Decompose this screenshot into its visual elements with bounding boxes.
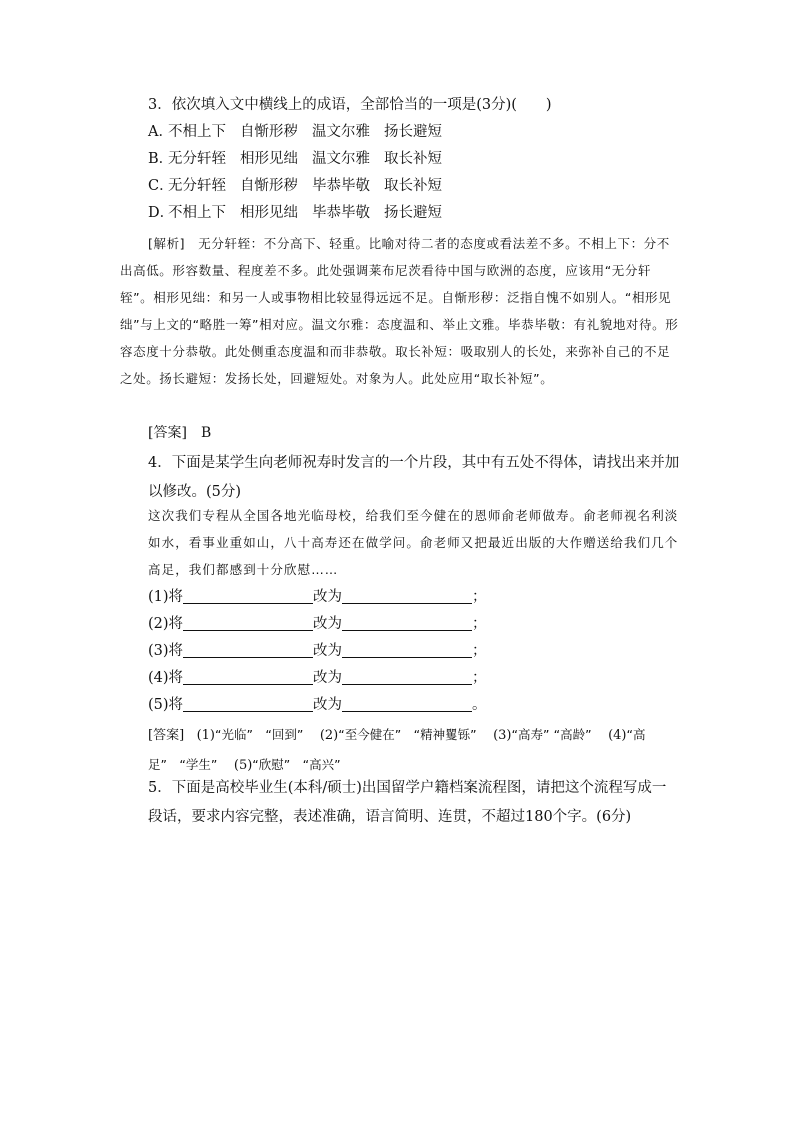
fill-blank-to[interactable] xyxy=(342,668,472,685)
answer-to: “高兴” xyxy=(302,757,341,772)
fill-end: ； xyxy=(472,589,487,605)
option-word: 取长补短 xyxy=(384,178,442,194)
fill-blank-from[interactable] xyxy=(183,668,313,685)
fill-end: 。 xyxy=(472,697,487,713)
option-word: 取长补短 xyxy=(384,151,442,167)
answer-from: “高寿” xyxy=(511,727,550,742)
fill-mid: 改为 xyxy=(313,643,343,659)
answer-from: “高足” xyxy=(148,727,646,772)
question-4-answer xyxy=(120,720,680,780)
answer-to: “学生” xyxy=(179,757,218,772)
fill-end: ； xyxy=(472,670,487,686)
answer-num: (3) xyxy=(493,728,512,743)
option-word: 扬长避短 xyxy=(384,205,442,221)
fill-num: (2)将 xyxy=(148,616,184,632)
fill-blank-from[interactable] xyxy=(183,695,313,712)
fill-mid: 改为 xyxy=(313,616,343,632)
analysis-tag: [解析] xyxy=(148,236,186,251)
question-3-analysis xyxy=(120,230,680,392)
fill-line-5 xyxy=(148,692,487,719)
answer-value: B xyxy=(200,425,212,441)
answer-tag: [答案] xyxy=(148,728,185,743)
fill-end: ； xyxy=(472,616,487,632)
question-4-title-text: 4．下面是某学生向老师祝寿时发言的一个片段，其中有五处不得体，请找出来并加以修改。(5分) xyxy=(148,455,680,500)
option-word: 扬长避短 xyxy=(384,124,442,140)
fill-line-1 xyxy=(148,584,487,611)
option-word: 不相上下 xyxy=(168,124,226,140)
fill-num: (1)将 xyxy=(148,589,184,605)
question-4-passage xyxy=(120,502,680,583)
fill-mid: 改为 xyxy=(313,670,343,686)
answer-from: “至今健在” xyxy=(338,727,402,742)
answer-from: “欣慰” xyxy=(252,757,291,772)
option-word: 温文尔雅 xyxy=(312,151,370,167)
passage-text: 这次我们专程从全国各地光临母校，给我们至今健在的恩师俞老师做寿。俞老师视名利淡如水，看事业重如山，八十高寿还在做学问。俞老师又把最近出版的大作赠送给我们几个高足，我们都感到十分欣慰…… xyxy=(148,508,679,577)
option-a[interactable] xyxy=(148,119,456,146)
fill-blank-to[interactable] xyxy=(342,587,472,604)
option-label: A． xyxy=(148,124,173,140)
fill-blank-from[interactable] xyxy=(183,587,313,604)
answer-tag: [答案] xyxy=(148,425,187,441)
question-3-answer xyxy=(148,420,211,447)
question-4-title xyxy=(120,449,680,507)
option-c[interactable] xyxy=(148,173,456,200)
option-word: 毕恭毕敬 xyxy=(312,205,370,221)
fill-num: (4)将 xyxy=(148,670,184,686)
option-word: 相形见绌 xyxy=(240,151,298,167)
option-word: 无分轩轾 xyxy=(168,151,226,167)
fill-blank-to[interactable] xyxy=(342,695,472,712)
answer-num: (4) xyxy=(608,728,627,743)
option-word: 无分轩轾 xyxy=(168,178,226,194)
option-d[interactable] xyxy=(148,200,456,227)
fill-mid: 改为 xyxy=(313,697,343,713)
option-word: 不相上下 xyxy=(168,205,226,221)
fill-line-4 xyxy=(148,665,487,692)
fill-blank-to[interactable] xyxy=(342,614,472,631)
option-label: C． xyxy=(148,178,174,194)
option-word: 温文尔雅 xyxy=(312,124,370,140)
option-b[interactable] xyxy=(148,146,456,173)
question-3-title: 3．依次填入文中横线上的成语，全部恰当的一项是(3分)( ) xyxy=(148,97,552,113)
answer-4-line xyxy=(120,720,680,780)
fill-end: ； xyxy=(472,643,487,659)
answer-to: “精神矍铄” xyxy=(413,727,477,742)
option-word: 自惭形秽 xyxy=(240,178,298,194)
fill-blank-to[interactable] xyxy=(342,641,472,658)
fill-mid: 改为 xyxy=(313,589,343,605)
fill-num: (3)将 xyxy=(148,643,184,659)
fill-blank-from[interactable] xyxy=(183,641,313,658)
answer-num: (5) xyxy=(233,758,253,773)
option-label: B． xyxy=(148,151,174,167)
answer-num: (2) xyxy=(319,728,339,743)
answer-num: (1) xyxy=(196,728,215,743)
fill-num: (5)将 xyxy=(148,697,184,713)
fill-line-2 xyxy=(148,611,487,638)
answer-to: “回到” xyxy=(265,727,304,742)
answer-from: “光临” xyxy=(214,727,253,742)
answer-to: “高龄” xyxy=(553,727,592,742)
option-word: 毕恭毕敬 xyxy=(312,178,370,194)
option-word: 相形见绌 xyxy=(240,205,298,221)
fill-blank-from[interactable] xyxy=(183,614,313,631)
fill-line-3 xyxy=(148,638,487,665)
option-word: 自惭形秽 xyxy=(240,124,298,140)
option-label: D． xyxy=(148,205,175,221)
question-5-title-text: 5．下面是高校毕业生(本科/硕士)出国留学户籍档案流程图，请把这个流程写成一段话，要求内容完整，表述准确，语言简明、连贯，不超过180个字。(6分) xyxy=(148,780,667,825)
analysis-text: 无分轩轾：不分高下、轻重。比喻对待二者的态度或看法差不多。不相上下：分不出高低。形容数量、程度差不多。此处强调莱布尼茨看待中国与欧洲的态度，应该用“无分轩轾”。相形见绌：和另一人或事物相比较显得远远不足。自惭形秽：泛指自愧不如别人。“相形见绌”与上文的“略胜一筹”相对应。温文尔雅：态度温和、举止文雅。毕恭毕敬：有礼貌地对待。形容态度十分恭敬。此处侧重态度温和而非恭敬。取长补短：吸取别人的长处，来弥补自己的不足之处。扬长避短：发扬长处，回避短处。对象为人。此处应用“取长补短”。 xyxy=(120,236,679,386)
question-5-title xyxy=(120,774,680,832)
